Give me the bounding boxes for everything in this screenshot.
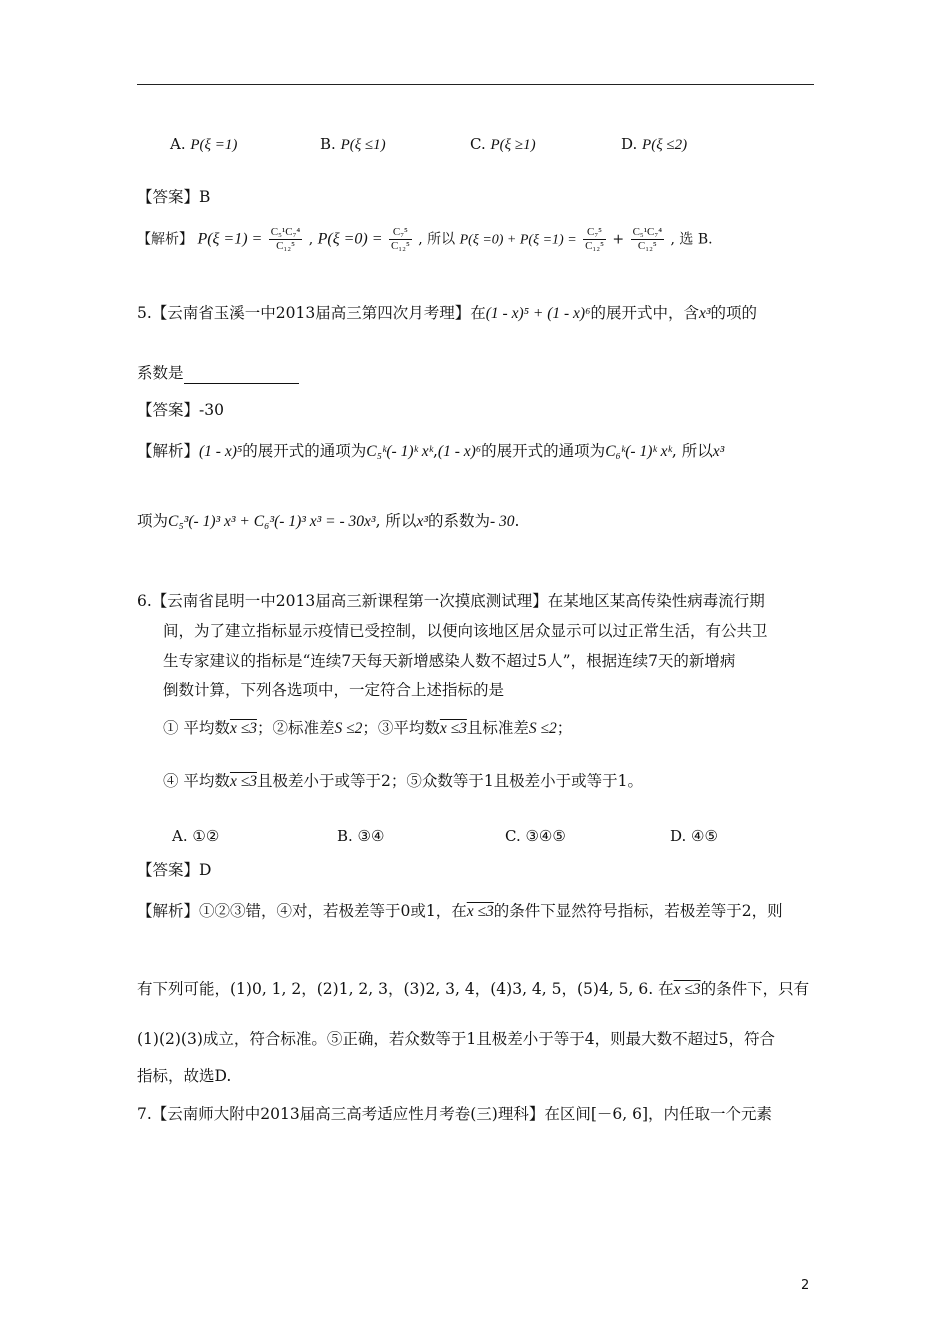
q6-line4: 倒数计算，下列各选项中，一定符合上述指标的是 xyxy=(163,681,505,699)
option-a: A. P(ξ =1) xyxy=(170,135,238,153)
q6-line2: 间，为了建立指标显示疫情已受控制，以便向该地区居众显示可以过正常生活，有公共卫 xyxy=(163,622,768,640)
q4-answer: 【答案】B xyxy=(137,188,211,206)
q5-line1: 5.【云南省玉溪一中2013届高三第四次月考理】在(1 - x)⁵ + (1 - x)⁶的展开式中，含x³的项的 xyxy=(137,304,758,322)
q5-analysis-line1: 【解析】(1 - x)⁵的展开式的通项为C₅ᵏ(- 1)ᵏ xᵏ,(1 - x)⁶的展开式的通项为C₆ᵏ(- 1)ᵏ xᵏ, 所以x³ xyxy=(137,442,725,460)
q5-answer: 【答案】-30 xyxy=(137,401,224,419)
answer-blank xyxy=(184,369,299,384)
q6-analysis-line3: (1)(2)(3)成立，符合标准。⑤正确，若众数等于1且极差小于等于4，则最大数不超过5，符合 xyxy=(137,1030,775,1048)
option-b: B. P(ξ ≤1) xyxy=(320,135,386,153)
q7-line1: 7.【云南师大附中2013届高三高考适应性月考卷(三)理科】在区间[－6, 6]，内任取一个元素 xyxy=(137,1105,773,1123)
page-number: 2 xyxy=(801,1278,810,1293)
q5-analysis-line2: 项为C₅³(- 1)³ x³ + C₆³(- 1)³ x³ = - 30x³, 所以x³的系数为- 30. xyxy=(137,512,520,530)
q6-line1: 6.【云南省昆明一中2013届高三新课程第一次摸底测试理】在某地区某高传染性病毒流行期 xyxy=(137,592,765,610)
q5-line2: 系数是 xyxy=(137,362,299,384)
q6-option-a: A. ①② xyxy=(172,827,220,845)
q4-analysis: 【解析】 P(ξ =1) = $\frac{\text{C₅¹C₇⁴}}{\text{C₁₂⁵}}$ , P(ξ =0) = $\frac{\text{C₇⁵}}{\text{C₁₂⁵}}$ , 所以 P(ξ =0) + P(ξ =1) = $\frac{\text{C₇⁵}}{\text{C₁₂⁵}}$ + $\frac{\text{C₅¹C₇⁴}}{\text{C₁₂⁵}}$ , 选 B. xyxy=(137,226,713,252)
option-c: C. P(ξ ≥1) xyxy=(470,135,536,153)
q6-answer: 【答案】D xyxy=(137,861,212,879)
q6-analysis-line1: 【解析】①②③错，④对，若极差等于0或1，在x ≤3的条件下显然符号指标，若极差等于2，则 xyxy=(137,902,783,920)
q6-analysis-line2: 有下列可能，(1)0, 1, 2，(2)1, 2, 3，(3)2, 3, 4，(4)3, 4, 5，(5)4, 5, 6. 在x ≤3的条件下，只有 xyxy=(137,980,810,998)
q6-option-d: D. ④⑤ xyxy=(670,827,718,845)
q6-option-b: B. ③④ xyxy=(337,827,385,845)
q6-analysis-line4: 指标，故选D. xyxy=(137,1067,232,1085)
option-d: D. P(ξ ≤2) xyxy=(621,135,688,153)
q6-line3: 生专家建议的指标是“连续7天每天新增感染人数不超过5人”，根据连续7天的新增病 xyxy=(163,652,736,670)
q6-choices-line1: ① 平均数x ≤3；②标准差S ≤2；③平均数x ≤3且标准差S ≤2； xyxy=(163,719,573,737)
q6-option-c: C. ③④⑤ xyxy=(505,827,566,845)
header-rule xyxy=(137,84,814,85)
q6-choices-line2: ④ 平均数x ≤3且极差小于或等于2；⑤众数等于1且极差小于或等于1。 xyxy=(163,772,644,790)
